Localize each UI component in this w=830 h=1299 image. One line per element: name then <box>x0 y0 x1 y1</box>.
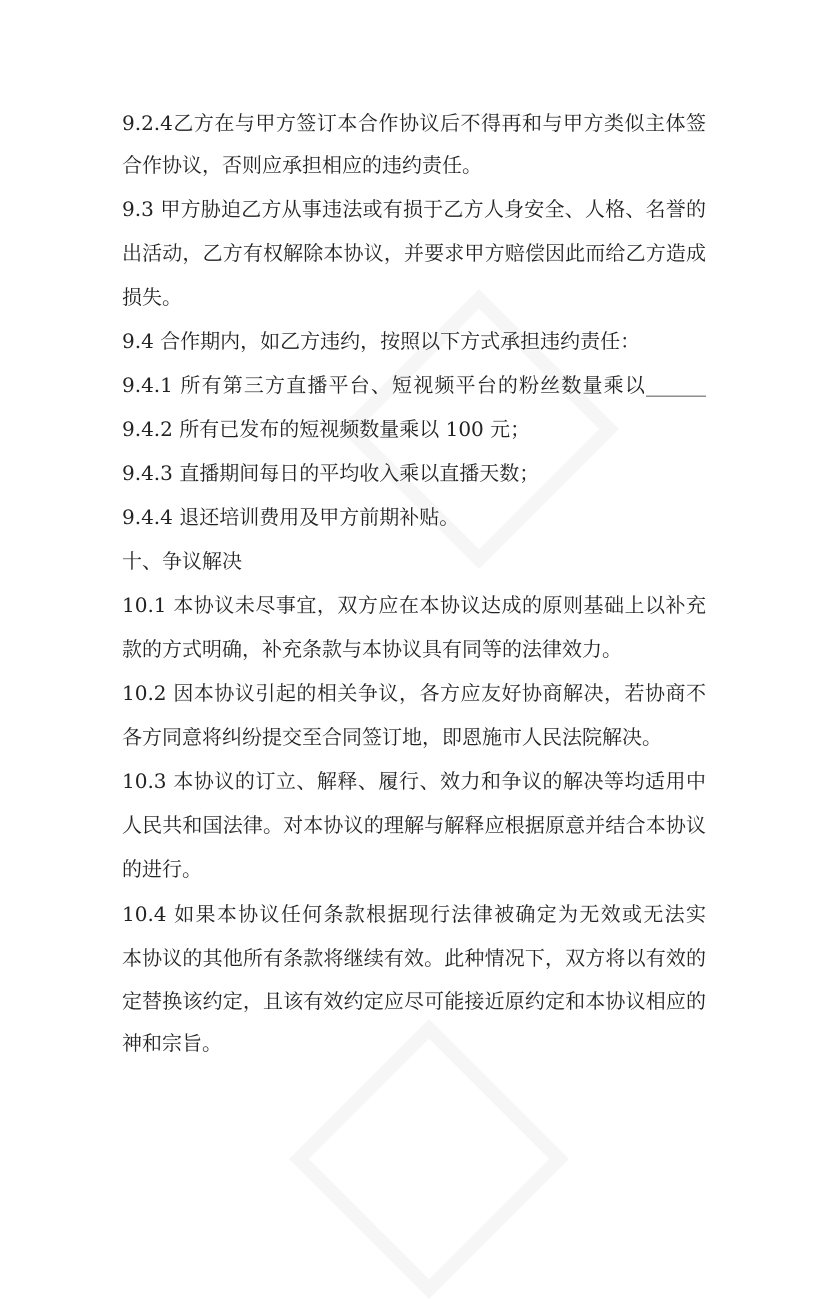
clause-10-3-line: 人民共和国法律。对本协议的理解与解释应根据原意并结合本协议 <box>122 813 706 837</box>
clause-10-4-line: 本协议的其他所有条款将继续有效。此种情况下，双方将以有效的 <box>122 946 706 970</box>
section-heading-dispute: 十、争议解决 <box>122 549 242 573</box>
clause-9-3-line: 损失。 <box>122 285 182 309</box>
clause-9-4-line: 9.4 合作期内，如乙方违约，按照以下方式承担违约责任： <box>122 329 641 353</box>
clause-10-3-line: 10.3 本协议的订立、解释、履行、效力和争议的解决等均适用中 <box>122 769 706 793</box>
clause-10-1-line: 款的方式明确，补充条款与本协议具有同等的法律效力。 <box>122 637 622 661</box>
clause-9-2-4-line: 9.2.4乙方在与甲方签订本合作协议后不得再和与甲方类似主体签 <box>122 111 706 135</box>
clause-9-3-line: 出活动，乙方有权解除本协议，并要求甲方赔偿因此而给乙方造成 <box>122 241 706 265</box>
clause-10-4-line: 神和宗旨。 <box>122 1031 222 1055</box>
clause-10-3-line: 的进行。 <box>122 857 202 881</box>
clause-9-4-2-line: 9.4.2 所有已发布的短视频数量乘以 100 元； <box>122 417 531 441</box>
clause-10-4-line: 10.4 如果本协议任何条款根据现行法律被确定为无效或无法实 <box>122 902 706 926</box>
clause-10-4-line: 定替换该约定，且该有效约定应尽可能接近原约定和本协议相应的 <box>122 989 706 1013</box>
clause-9-4-1-line: 9.4.1 所有第三方直播平台、短视频平台的粉丝数量乘以______ <box>122 373 706 397</box>
clause-9-4-4-line: 9.4.4 退还培训费用及甲方前期补贴。 <box>122 505 460 529</box>
clause-10-2-line: 10.2 因本协议引起的相关争议，各方应友好协商解决，若协商不 <box>122 681 706 705</box>
clause-9-4-3-line: 9.4.3 直播期间每日的平均收入乘以直播天数； <box>122 461 540 485</box>
watermark <box>289 1019 569 1299</box>
clause-10-1-line: 10.1 本协议未尽事宜，双方应在本协议达成的原则基础上以补充 <box>122 593 706 617</box>
clause-10-2-line: 各方同意将纠纷提交至合同签订地，即恩施市人民法院解决。 <box>122 725 662 749</box>
clause-9-3-line: 9.3 甲方胁迫乙方从事违法或有损于乙方人身安全、人格、名誉的 <box>122 197 706 221</box>
clause-9-2-4-line: 合作协议，否则应承担相应的违约责任。 <box>122 153 482 177</box>
